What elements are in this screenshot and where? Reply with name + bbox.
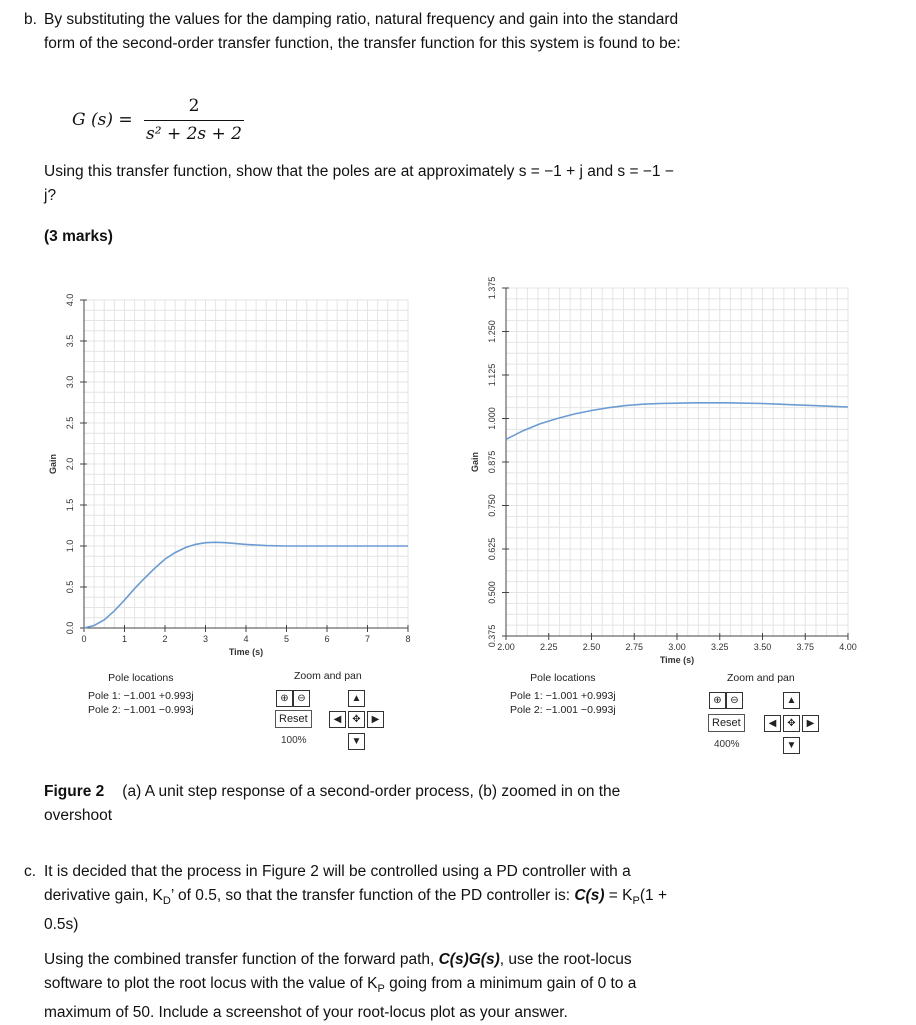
zoom-in-icon[interactable]: ⊕ [709,692,726,709]
pan-up-icon[interactable]: ▲ [348,690,365,707]
part-b-paragraph [24,8,684,56]
y-tick-label: 0.500 [487,581,497,604]
equation-numerator: 2 [188,96,200,116]
instructions-text-3: going from a minimum gain of 0 to a maximum of 50. Include a screenshot of your root-locus plot as your answer. [44,975,637,1022]
y-tick-label: 0.875 [487,450,497,474]
zoom-pan-controls-a [272,670,402,760]
forward-path-symbol: C(s)G(s) [438,951,500,968]
zoom-pan-title: Zoom and pan [294,670,362,682]
subscript-p: P [377,983,385,996]
y-tick-label: 0.375 [487,624,497,648]
y-tick-label: 1.125 [487,363,497,387]
x-tick-label: 2.00 [497,642,515,652]
x-tick-label: 4.00 [839,642,857,652]
part-c-text-4: (1 + 0.5s) [44,887,667,934]
x-tick-label: 3 [202,634,209,644]
equation-denominator: s² + 2s + 2 [146,124,242,144]
pan-center-icon[interactable]: ✥ [348,711,365,728]
x-tick-label: 3.50 [753,642,772,652]
pole-locations-b [510,671,616,717]
part-c-label: c. [24,863,37,880]
pole-2-value: Pole 2: −1.001 −0.993j [510,704,616,716]
x-tick-label: 7 [364,634,371,644]
x-tick-label: 3.75 [796,642,815,652]
x-tick-label: 2.25 [539,642,558,652]
part-c-text-1: It is decided that the process in Figure 2 will be controlled using a PD controller with a derivative gain, K [44,863,631,904]
x-tick-label: 8 [405,634,411,644]
pan-down-icon[interactable]: ▼ [783,737,800,754]
y-tick-label: 4.0 [65,293,75,307]
pan-right-icon[interactable]: ▶ [802,715,819,732]
x-tick-label: 6 [324,634,330,644]
step-response-plot [40,280,430,670]
y-tick-label: 1.5 [65,498,75,512]
part-c-paragraph [24,860,684,937]
part-b-text: By substituting the values for the damping ratio, natural frequency and gain into the standard form of the second-order transfer function, the transfer function for this system is found to be: [44,11,681,52]
part-c-text-2: ’ of 0.5, so that the transfer function of the PD controller is: [170,887,575,904]
y-tick-label: 0.0 [65,621,75,635]
zoom-level: 400% [714,739,740,750]
part-c-text-3: = K [604,887,633,904]
y-tick-label: 3.0 [65,375,75,389]
zoom-out-icon[interactable]: ⊖ [726,692,743,709]
zoom-out-icon[interactable]: ⊖ [293,690,310,707]
zoomed-step-response-chart [462,270,872,670]
pan-center-icon[interactable]: ✥ [783,715,800,732]
x-tick-label: 2 [162,634,168,644]
figure-caption-text: (a) A unit step response of a second-order process, (b) zoomed in on the overshoot [44,783,621,824]
pole-locations-title: Pole locations [530,672,596,684]
x-axis-title: Time (s) [659,655,695,665]
marks-label: (3 marks) [44,228,113,245]
subscript-p: P [632,895,640,908]
pole-locations-a [88,671,194,717]
y-tick-label: 0.625 [487,537,497,561]
y-tick-label: 0.5 [65,580,75,594]
y-tick-label: 1.250 [487,320,497,343]
equation-lhs: G (s) = [72,110,133,130]
x-tick-label: 2.75 [625,642,644,652]
pole-2-value: Pole 2: −1.001 −0.993j [88,704,194,716]
pan-right-icon[interactable]: ▶ [367,711,384,728]
instructions-text-2: , use the root-locus software to plot the root locus with the value of K [44,951,632,992]
reset-button[interactable]: Reset [708,714,745,732]
x-tick-label: 4 [243,634,249,644]
y-axis-title: Gain [48,453,58,475]
y-axis-title: Gain [470,451,480,473]
pan-left-icon[interactable]: ◀ [764,715,781,732]
x-tick-label: 5 [283,634,290,644]
x-tick-label: 3.00 [668,642,686,652]
zoomed-step-response-plot [462,270,872,670]
zoom-level: 100% [281,735,307,746]
zoom-pan-title: Zoom and pan [727,672,795,684]
pan-down-icon[interactable]: ▼ [348,733,365,750]
controller-tf-symbol: C(s) [574,887,605,904]
y-tick-label: 2.0 [65,457,75,471]
zoom-pan-controls-b [705,672,835,762]
subscript-d: D [162,895,171,908]
step-response-chart [40,280,430,670]
equation-fraction [144,96,244,144]
x-axis-title: Time (s) [228,647,264,657]
figure-caption [44,780,684,828]
y-tick-label: 1.375 [487,276,497,300]
part-c-text [44,860,684,937]
pan-left-icon[interactable]: ◀ [329,711,346,728]
x-tick-label: 1 [121,634,128,644]
instructions-text-1: Using the combined transfer function of the forward path, [44,951,439,968]
y-tick-label: 3.5 [65,334,75,348]
pan-up-icon[interactable]: ▲ [783,692,800,709]
pole-1-value: Pole 1: −1.001 +0.993j [510,690,616,702]
pole-1-value: Pole 1: −1.001 +0.993j [88,690,194,702]
part-c-instructions [44,948,684,1025]
question-text: Using this transfer function, show that the poles are at approximately s = −1 + j and s = −1 − j? [44,163,674,204]
y-tick-label: 0.750 [487,494,497,517]
y-tick-label: 1.000 [487,407,497,430]
reset-button[interactable]: Reset [275,710,312,728]
x-tick-label: 2.50 [582,642,601,652]
pole-locations-title: Pole locations [108,672,174,684]
zoom-in-icon[interactable]: ⊕ [276,690,293,707]
y-tick-label: 2.5 [65,416,75,430]
x-tick-label: 3.25 [710,642,729,652]
x-tick-label: 0 [81,634,87,644]
figure-label: Figure 2 [44,783,105,800]
y-tick-label: 1.0 [65,539,75,553]
fraction-bar [144,120,244,121]
part-b-label: b. [24,11,37,28]
